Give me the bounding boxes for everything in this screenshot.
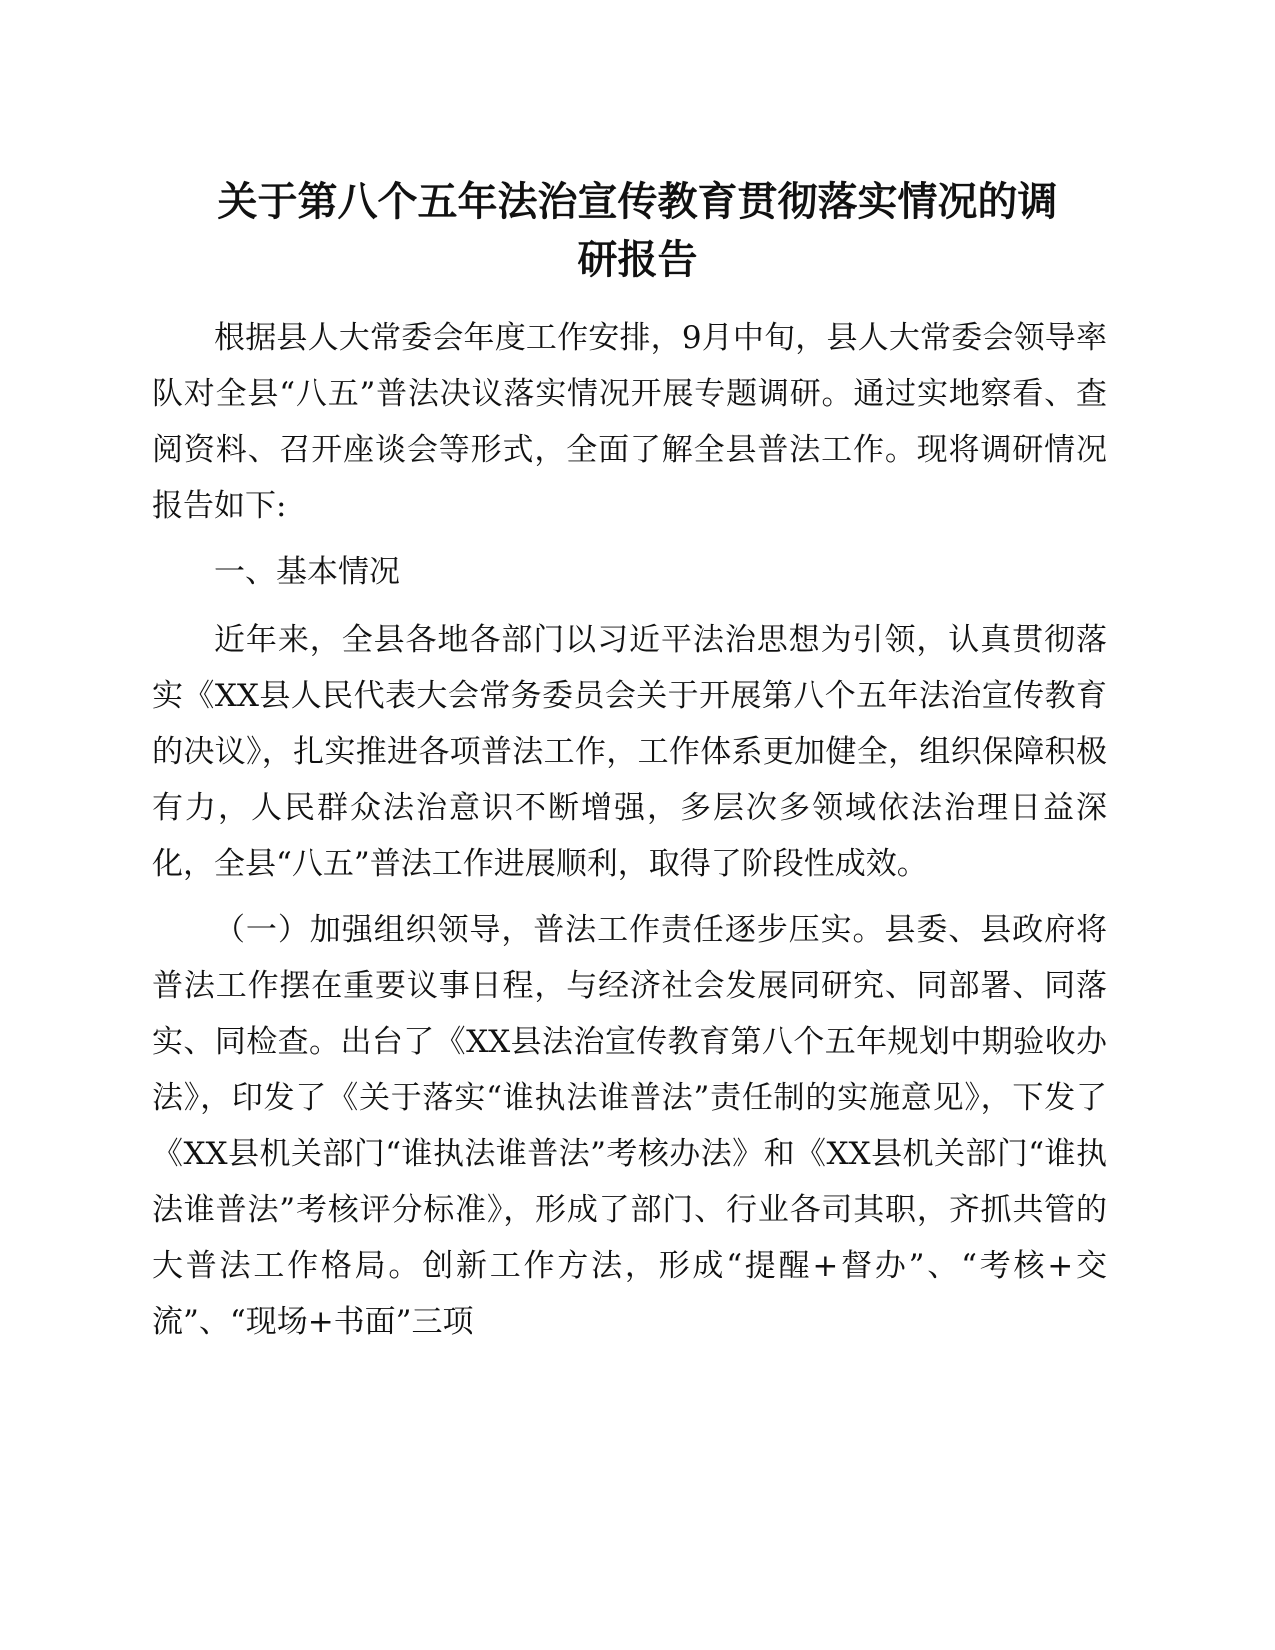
title-line-2: 研报告 bbox=[577, 237, 698, 283]
paragraph-overview: 近年来，全县各地各部门以习近平法治思想为引领，认真贯彻落实《XX县人民代表大会常务委员会关于开展第八个五年法治宣传教育的决议》，扎实推进各项普法工作，工作体系更加健全，组织保障积极有力，人民群众法治意识不断增强，多层次多领域依法治理日益深化，全县“八五”普法工作进展顺利，取得了阶段性成效。 bbox=[152, 622, 1107, 882]
document-body bbox=[152, 310, 1107, 1360]
title-line-1: 关于第八个五年法治宣传教育贯彻落实情况的调 bbox=[217, 179, 1058, 225]
paragraph-intro: 根据县人大常委会年度工作安排，9月中旬，县人大常委会领导率队对全县“八五”普法决议落实情况开展专题调研。通过实地察看、查阅资料、召开座谈会等形式，全面了解全县普法工作。现将调研情况报告如下: bbox=[152, 320, 1107, 524]
paragraph-subsection-1: （一）加强组织领导，普法工作责任逐步压实。县委、县政府将普法工作摆在重要议事日程，与经济社会发展同研究、同部署、同落实、同检查。出台了《XX县法治宣传教育第八个五年规划中期验收办法》，印发了《关于落实“谁执法谁普法”责任制的实施意见》，下发了《XX县机关部门“谁执法谁普法”考核办法》和《XX县机关部门“谁执法谁普法”考核评分标准》，形成了部门、行业各司其职，齐抓共管的大普法工作格局。创新工作方法，形成“提醒+督办”、“考核+交流”、“现场+书面”三项 bbox=[152, 912, 1107, 1340]
document-title bbox=[150, 173, 1125, 289]
section-heading-basic: 一、基本情况 bbox=[214, 554, 400, 590]
